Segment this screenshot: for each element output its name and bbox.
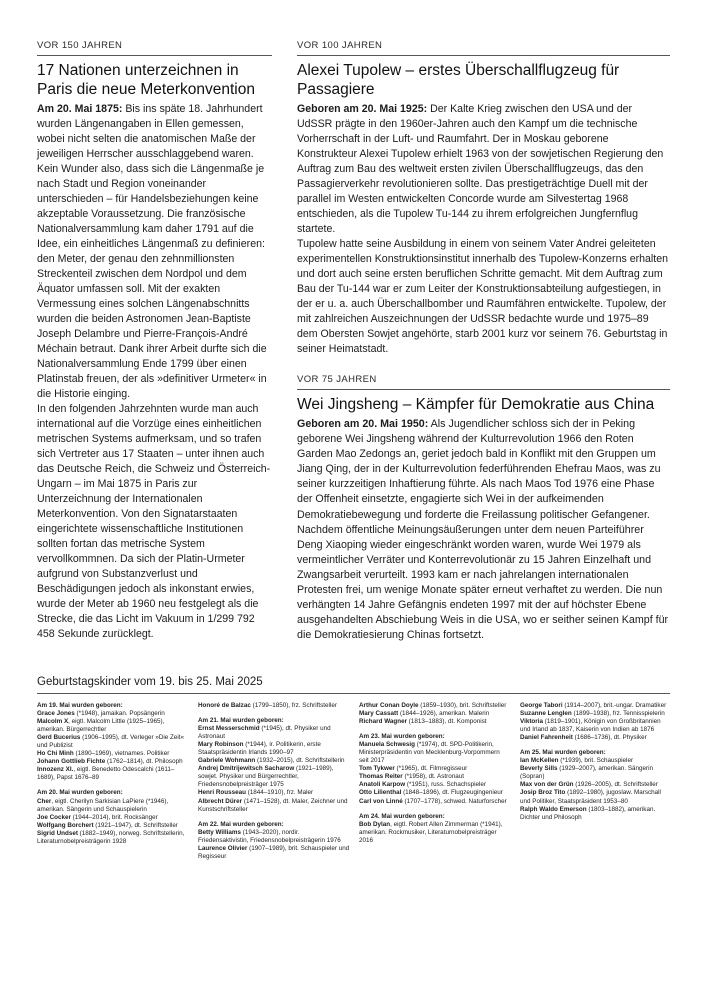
birthday-day-group: [198, 821, 350, 861]
birthday-person-detail: (1762–1814), dt. Philosoph: [105, 758, 183, 766]
birthday-day-group: [37, 789, 189, 845]
birthday-person-name: Albrecht Dürer: [198, 797, 243, 805]
birthday-person-name: Laurence Olivier: [198, 844, 248, 852]
birthday-person-name: Cher: [37, 797, 52, 805]
birthday-person-detail: (1844–1926), amerikan. Malerin: [398, 710, 490, 718]
birthday-entry: [359, 821, 511, 845]
birthday-day-heading: Am 23. Mai wurden geboren:: [359, 733, 445, 741]
birthday-person-name: Ho Chi Minh: [37, 750, 74, 758]
birthday-entry: [520, 806, 672, 822]
birthday-person-name: Tom Tykwer: [359, 765, 395, 773]
birthday-person-detail: , eigtl. Robert Allen Zimmerman (*1941), amerikan. Rockmusiker, Literaturnobelpreisträger 2016: [359, 820, 503, 844]
birthday-column: [520, 702, 672, 868]
birthday-column: [198, 702, 350, 868]
birthday-entry: [359, 765, 511, 773]
birthday-column: [359, 702, 511, 868]
birthday-person-detail: (1921–1947), dt. Schriftsteller: [93, 821, 178, 829]
birthday-person-detail: (1926–2005), dt. Schriftsteller: [573, 781, 658, 789]
article-paragraph: [37, 102, 272, 402]
article-paragraph: In den folgenden Jahrzehnten wurde man auch international auf die Vorzüge eines einheitlichen metrischen Systems aufmerksam, und so trafen sich Vertreter aus 17 Staaten – unter ihnen auch das Deutsche Reich, die Schweiz und Österreich-Ungarn – im Mai 1875 in Paris zur Unterzeichnung der Internationalen Meterkonvention. Von den Signatarstaaten eingerichtete wissenschaftliche Institutionen sollten fortan das metrische System vervollkommnen. Da sich der Platin-Urmeter aufgrund von Substanzverlust und Beschädigungen jedoch als inkonstant erwies, wurde der Meter ab 1960 neu festgelegt als die Strecke, die das Licht im Vakuum in 1/299 792 458 Sekunde zurücklegt.: [37, 403, 271, 640]
birthday-day-group: [359, 733, 511, 805]
article-body: [297, 417, 670, 643]
birthday-person-detail: (*1951), russ. Schachspieler: [405, 781, 487, 789]
birthday-person-detail: (1892–1980), jugoslaw. Marschall und Politiker, Staatspräsident 1953–80: [520, 789, 661, 805]
birthday-person-detail: (*1965), dt. Filmregisseur: [394, 765, 468, 773]
birthday-day-group: [198, 717, 350, 814]
birthday-entry: [359, 718, 511, 726]
left-column: [37, 40, 272, 642]
birthday-person-name: Daniel Fahrenheit: [520, 734, 573, 742]
birthday-day-heading: Am 22. Mai wurden geboren:: [198, 820, 284, 828]
birthday-entry: [359, 741, 511, 765]
birthday-person-name: Innozenz XI.: [37, 766, 74, 774]
birthday-person-name: Betty Williams: [198, 828, 241, 836]
article-lead: Am 20. Mai 1875:: [37, 103, 123, 115]
birthday-heading: Geburtstagskinder vom 19. bis 25. Mai 2025: [37, 676, 670, 694]
birthday-day-heading: Am 20. Mai wurden geboren:: [37, 789, 123, 797]
birthday-entry: [198, 757, 350, 765]
birthday-entry: [37, 830, 189, 846]
birthday-day-group: [520, 749, 672, 821]
birthday-day-heading: Am 25. Mai wurden geboren:: [520, 749, 606, 757]
birthday-entry: [37, 814, 189, 822]
birthday-person-detail: (1899–1938), frz. Tennisspielerin: [571, 710, 665, 718]
birthday-person-name: Ralph Waldo Emerson: [520, 805, 587, 813]
birthday-section: [37, 676, 670, 868]
birthday-entry: [37, 798, 189, 814]
birthday-person-name: Arthur Conan Doyle: [359, 702, 419, 709]
birthday-entry: [37, 758, 189, 766]
birthday-column: [37, 702, 189, 868]
birthday-person-detail: (1803–1882), amerikan. Dichter und Philosoph: [520, 805, 656, 821]
birthday-person-detail: , eigtl. Cherilyn Sarkisian LaPiere (*1946), amerikan. Sängerin und Schauspielerin: [37, 797, 169, 813]
birthday-day-group: [359, 702, 511, 726]
birthday-person-detail: (1932–2015), dt. Schriftstellerin: [255, 757, 345, 765]
birthday-person-detail: (*1939), brit. Schauspieler: [558, 757, 634, 765]
birthday-person-detail: (1844–1910), frz. Maler: [245, 789, 314, 797]
birthday-person-detail: (1882–1949), norweg. Schriftstellerin, Literaturnobelpreisträgerin 1928: [37, 829, 185, 845]
article-headline: 17 Nationen unterzeichnen in Paris die neue Meterkonvention: [37, 62, 255, 98]
birthday-person-detail: (1944–2014), brit. Rocksänger: [70, 813, 158, 821]
birthday-person-name: Viktoria: [520, 718, 543, 726]
birthday-entry: [198, 829, 350, 845]
birthday-person-detail: (*1945), dt. Physiker und Astronaut: [198, 725, 331, 741]
birthday-entry: [520, 734, 672, 742]
birthday-entry: [520, 710, 672, 718]
birthday-person-detail: (1921–1989), sowjet. Physiker und Bürgerrechtler, Friedensnobelpreisträger 1975: [198, 765, 334, 789]
birthday-person-detail: (1943–2020), nordir. Friedensaktivistin, Friedensnobelpreisträgerin 1976: [198, 828, 341, 844]
birthday-person-name: Suzanne Lenglen: [520, 710, 572, 718]
birthday-entry: [198, 798, 350, 814]
birthday-person-detail: (1799–1850), frz. Schriftsteller: [250, 702, 337, 709]
article-lead: Geboren am 20. Mai 1925:: [297, 103, 428, 115]
birthday-person-name: Mary Robinson: [198, 741, 244, 749]
birthday-person-name: George Tabori: [520, 702, 563, 709]
birthday-person-name: Otto Lilienthal: [359, 789, 402, 797]
birthday-person-name: Max von der Grün: [520, 781, 574, 789]
birthday-person-detail: (1929–2007), amerikan. Sängerin (Sopran): [520, 765, 654, 781]
article-wei-jingsheng: [297, 374, 670, 643]
birthday-person-detail: (1914–2007), brit.-ungar. Dramatiker: [562, 702, 667, 709]
article-paragraph-text: Bis ins späte 18. Jahrhundert wurden Längenangaben in Ellen gemessen, wobei nicht selten die anatomischen Maße der jeweiligen Herrscher ausschlaggebend waren. Kein Wunder also, dass sich die Längenmaße je nach Stadt und Region voneinander unterschieden – für Handelsbeziehungen keine akzeptable Voraussetzung. Die französische Nationalversammlung kam daher 1791 auf die Idee, ein einheitliches Längenmaß zu definieren: den Meter, der genau den zehnmillionsten Streckenteil zwischen dem Nordpol und dem Äquator umfassen soll. Mit der exakten Vermessung eines solchen Längenabschnitts wurden die beiden Astronomen Jean-Baptiste Joseph Delambre und Pierre-François-André Méchain betraut. Dank ihrer Arbeit durfte sich die Nationalversammlung Ende 1799 über einen Platinstab freuen, der als »definitiver Urmeter« in die Historie einging.: [37, 103, 267, 400]
birthday-columns: [37, 702, 670, 868]
article-tupolew: [297, 40, 670, 357]
article-meterkonvention: [37, 40, 272, 642]
section-label: VOR 100 JAHREN: [297, 40, 670, 56]
article-headline: Wei Jingsheng – Kämpfer für Demokratie aus China: [297, 396, 655, 413]
birthday-person-detail: (1890–1969), vietnames. Politiker: [73, 750, 170, 758]
birthday-person-name: Carl von Linné: [359, 797, 403, 805]
birthday-person-name: Wolfgang Borchert: [37, 821, 94, 829]
birthday-person-name: Thomas Reiter: [359, 773, 403, 781]
article-paragraph: Nachdem öffentliche Meinungsäußerungen unter dem neuen Parteiführer Deng Xiaoping wieder eingeschränkt worden waren, wurde Wei 1979 als vermeintlicher Verräter und Konterrevolutionär zu 15 Jahren Einzelhaft und Zwangsarbeit verurteilt. 1993 kam er nach jahrelangen internationalen Protesten frei, um wenige Monate später erneut verhaftet zu werden. Die nun verhängten 14 Jahre Gefängnis endeten 1997 mit der auf höchster Ebene ausgehandelten Abschiebung Weis in die USA, wo er seither seinen Kampf für die Demokratiesierung Chinas fortsetzt.: [297, 523, 669, 642]
birthday-entry: [359, 702, 511, 710]
birthday-entry: [198, 765, 350, 789]
article-paragraph-text: Der Kalte Krieg zwischen den USA und der UdSSR prägte in den 1960er-Jahren auch den Kampf um die technische Vorherrschaft in der Luft- und Raumfahrt. Der in Moskau geborene Konstrukteur Alexei Tupolew erhielt 1963 von der sowjetischen Regierung den Auftrag zum Bau des weltweit ersten zivilen Überschallflugzeugs, das den Passagierverkehr revolutionieren sollte. Das prestigeträchtige Duell mit der parallel im Westen entwickelten Concorde wurde am Silvestertag 1968 entschieden, als die Tupolew Tu-144 zu ihrem erfolgreichen Jungfernflug startete.: [297, 103, 664, 235]
birthday-person-name: Richard Wagner: [359, 718, 408, 726]
birthday-person-name: Johann Gottlieb Fichte: [37, 758, 106, 766]
article-lead: Geboren am 20. Mai 1950:: [297, 418, 429, 430]
article-body: [297, 102, 670, 357]
birthday-person-name: Mary Cassatt: [359, 710, 399, 718]
birthday-person-name: Sigrid Undset: [37, 829, 78, 837]
birthday-entry: [198, 725, 350, 741]
birthday-person-name: Malcolm X: [37, 718, 69, 726]
birthday-person-detail: (1707–1778), schwed. Naturforscher: [402, 797, 507, 805]
birthday-day-heading: Am 21. Mai wurden geboren:: [198, 717, 284, 725]
birthday-entry: [359, 789, 511, 797]
birthday-entry: [37, 822, 189, 830]
birthday-entry: [359, 798, 511, 806]
birthday-person-detail: (1859–1930), brit. Schriftsteller: [418, 702, 507, 709]
section-label: VOR 150 JAHREN: [37, 40, 272, 56]
birthday-entry: [359, 710, 511, 718]
birthday-day-heading: Am 19. Mai wurden geboren:: [37, 702, 123, 709]
birthday-person-detail: (1471–1528), dt. Maler, Zeichner und Kunstschriftsteller: [198, 797, 348, 813]
birthday-entry: [520, 765, 672, 781]
birthday-person-name: Beverly Sills: [520, 765, 558, 773]
article-headline: Alexei Tupolew – erstes Überschallflugzeug für Passagiere: [297, 62, 620, 98]
birthday-entry: [198, 741, 350, 757]
right-column: [297, 40, 670, 643]
birthday-person-name: Anatoli Karpow: [359, 781, 406, 789]
birthday-person-detail: (1848–1896), dt. Flugzeugingenieur: [401, 789, 503, 797]
birthday-person-name: Gabriele Wohmann: [198, 757, 256, 765]
birthday-day-group: [198, 702, 350, 710]
birthday-person-detail: (1907–1989), brit. Schauspieler und Regisseur: [198, 844, 350, 860]
birthday-entry: [520, 702, 672, 710]
birthday-person-name: Ian McKellen: [520, 757, 559, 765]
birthday-person-detail: (1686–1736), dt. Physiker: [572, 734, 647, 742]
birthday-person-name: Andrej Dmitrijewitsch Sacharow: [198, 765, 295, 773]
birthday-entry: [37, 710, 189, 718]
birthday-person-detail: (*1944), ir. Politikerin, erste Staatspräsidentin Irlands 1990–97: [198, 741, 321, 757]
birthday-entry: [37, 718, 189, 734]
birthday-day-group: [359, 813, 511, 845]
birthday-person-detail: (*1958), dt. Astronaut: [402, 773, 465, 781]
birthday-person-name: Gerd Bucerius: [37, 734, 81, 742]
birthday-person-detail: , eigtl. Benedetto Odescalchi (1611–1689), Papst 1676–89: [37, 766, 175, 782]
birthday-person-detail: (1819–1901), Königin von Großbritannien und Irland ab 1837, Kaiserin von Indien ab 1876: [520, 718, 661, 734]
article-body: [37, 102, 272, 642]
birthday-person-name: Josip Broz Tito: [520, 789, 566, 797]
birthday-entry: [520, 718, 672, 734]
article-paragraph-text: Als Jugendlicher schloss sich der in Peking geborene Wei Jingsheng während der Kulturrevolution 1966 den Roten Garden Mao Zedongs an, geriet jedoch bald in Konflikt mit den Gruppen um Jiang Qing, der in der Kulturrevolution federführenden Ehefrau Maos, was zu seiner kurzzeitigen Inhaftierung führte. Als nach Maos Tod 1976 eine Phase der Offenheit einsetzte, engagierte sich Wei in der aufkeimenden Demokratiebewegung und forderte die Freilassung politischer Gefangener.: [297, 418, 661, 521]
birthday-person-name: Ernst Messerschmid: [198, 725, 260, 733]
birthday-person-name: Grace Jones: [37, 710, 75, 718]
birthday-person-name: Bob Dylan: [359, 820, 391, 828]
birthday-entry: [359, 781, 511, 789]
birthday-entry: [520, 789, 672, 805]
birthday-day-group: [37, 702, 189, 782]
birthday-person-detail: (1813–1883), dt. Komponist: [407, 718, 487, 726]
birthday-person-detail: (*1974), dt. SPD-Politikerin, Ministerpräsidentin von Mecklenburg-Vorpommern seit 2017: [359, 741, 500, 765]
birthday-entry: [37, 750, 189, 758]
birthday-person-detail: (1906–1995), dt. Verleger »Die Zeit« und Publizist: [37, 734, 185, 750]
birthday-entry: [37, 766, 189, 782]
birthday-entry: [198, 702, 350, 710]
birthday-person-name: Manuela Schwesig: [359, 741, 415, 749]
birthday-person-detail: (*1948), jamaikan. Popsängerin: [74, 710, 165, 718]
birthday-entry: [198, 789, 350, 797]
article-paragraph: Tupolew hatte seine Ausbildung in einem von seinem Vater Andrei geleiteten experimentellen Konstruktionsinstitut innerhalb des Tupolew-Konzerns erhalten und dort auch seine ersten beruflichen Schritte gemacht. Mit dem Auftrag zum Bau der Tu-144 war er zum Leiter der Konstruktionsabteilung aufgestiegen, in der er u. a. auch Überschallbomber und Raumfähren entwickelte. Tupolew, der mit zahlreichen Auszeichnungen der UdSSR bedachte wurde und 1975–89 dem Obersten Sowjet angehörte, starb 2001 kurz vor seinem 76. Geburtstag in seiner Heimatstadt.: [297, 238, 668, 355]
section-label: VOR 75 JAHREN: [297, 374, 670, 390]
birthday-entry: [198, 845, 350, 861]
birthday-person-detail: , eigtl. Malcolm Little (1925–1965), amerikan. Bürgerrechtler: [37, 718, 165, 734]
birthday-person-name: Henri Rousseau: [198, 789, 246, 797]
birthday-person-name: Joe Cocker: [37, 813, 71, 821]
birthday-entry: [520, 781, 672, 789]
birthday-day-group: [520, 702, 672, 742]
birthday-day-heading: Am 24. Mai wurden geboren:: [359, 812, 445, 820]
birthday-entry: [520, 757, 672, 765]
article-paragraph: [297, 102, 670, 237]
birthday-entry: [359, 773, 511, 781]
birthday-entry: [37, 734, 189, 750]
article-paragraph: [297, 417, 670, 523]
birthday-person-name: Honoré de Balzac: [198, 702, 251, 709]
